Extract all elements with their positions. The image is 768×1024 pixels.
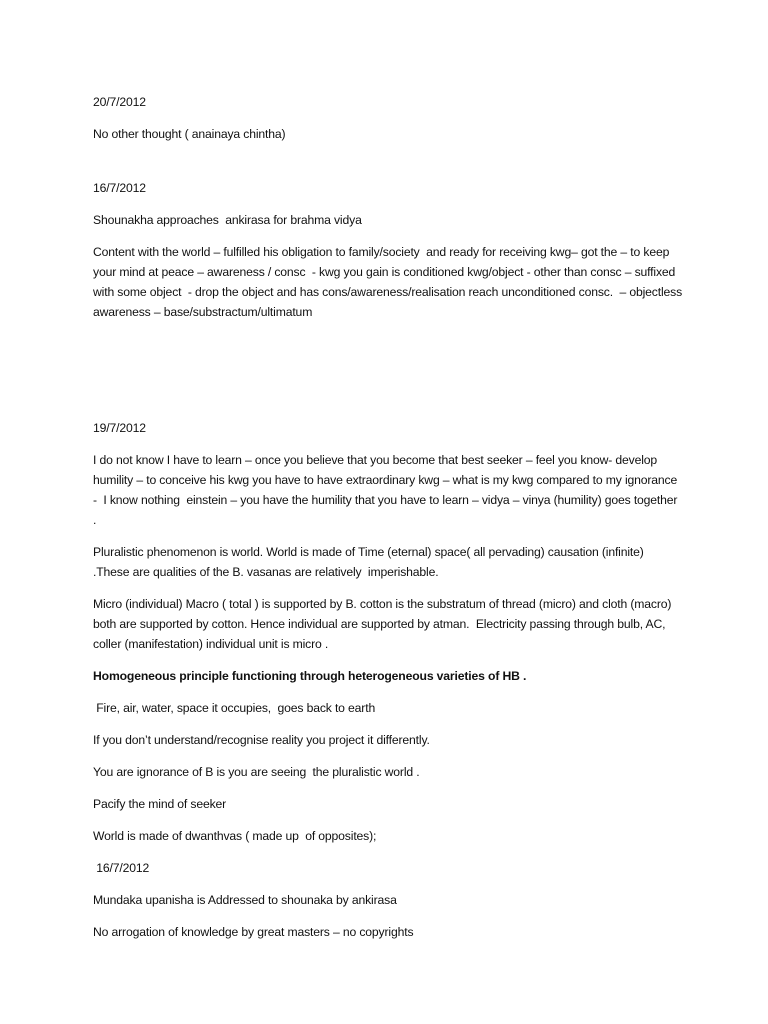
date-heading: 20/7/2012 (93, 95, 146, 109)
paragraph: I do not know I have to learn – once you believe that you become that best seeker – feel you know- develop humility – to conceive his kwg you have to have extraordinary kwg – what is my kwg compared to my ignorance - I know nothing einstein – you have the humility that you have to learn – vidya – vinya (humility) goes together . (93, 453, 681, 527)
paragraph: Mundaka upanisha is Addressed to shounaka by ankirasa (93, 893, 397, 907)
paragraph: Pacify the mind of seeker (93, 797, 227, 811)
paragraph: If you don’t understand/recognise reality you project it differently. (93, 733, 430, 747)
date-heading: 16/7/2012 (93, 181, 146, 195)
document-body (93, 92, 686, 954)
paragraph: You are ignorance of B is you are seeing the pluralistic world . (93, 765, 420, 779)
date-heading: 16/7/2012 (93, 861, 150, 875)
date-heading: 19/7/2012 (93, 421, 146, 435)
paragraph: Content with the world – fulfilled his obligation to family/society and ready for receiving kwg– got the – to keep your mind at peace – awareness / consc - kwg you gain is conditioned kwg/object - other than consc – suffixed with some object - drop the object and has cons/awareness/realisation reach unconditioned consc. – objectless awareness – base/substractum/ultimatum (93, 245, 686, 319)
paragraph: Shounakha approaches ankirasa for brahma vidya (93, 213, 362, 227)
paragraph: Fire, air, water, space it occupies, goes back to earth (93, 701, 376, 715)
paragraph: World is made of dwanthvas ( made up of opposites); (93, 829, 377, 843)
paragraph: No other thought ( anainaya chintha) (93, 127, 286, 141)
paragraph: Micro (individual) Macro ( total ) is supported by B. cotton is the substratum of thread (micro) and cloth (macro) both are supported by cotton. Hence individual are supported by atman. Electricity passing through bulb, AC, coller (manifestation) individual unit is micro . (93, 597, 675, 651)
paragraph: Homogeneous principle functioning through heterogeneous varieties of HB . (93, 669, 527, 683)
paragraph: Pluralistic phenomenon is world. World is made of Time (eternal) space( all pervading) causation (infinite) .These are qualities of the B. vasanas are relatively imperishable. (93, 545, 647, 579)
paragraph: No arrogation of knowledge by great masters – no copyrights (93, 925, 414, 939)
